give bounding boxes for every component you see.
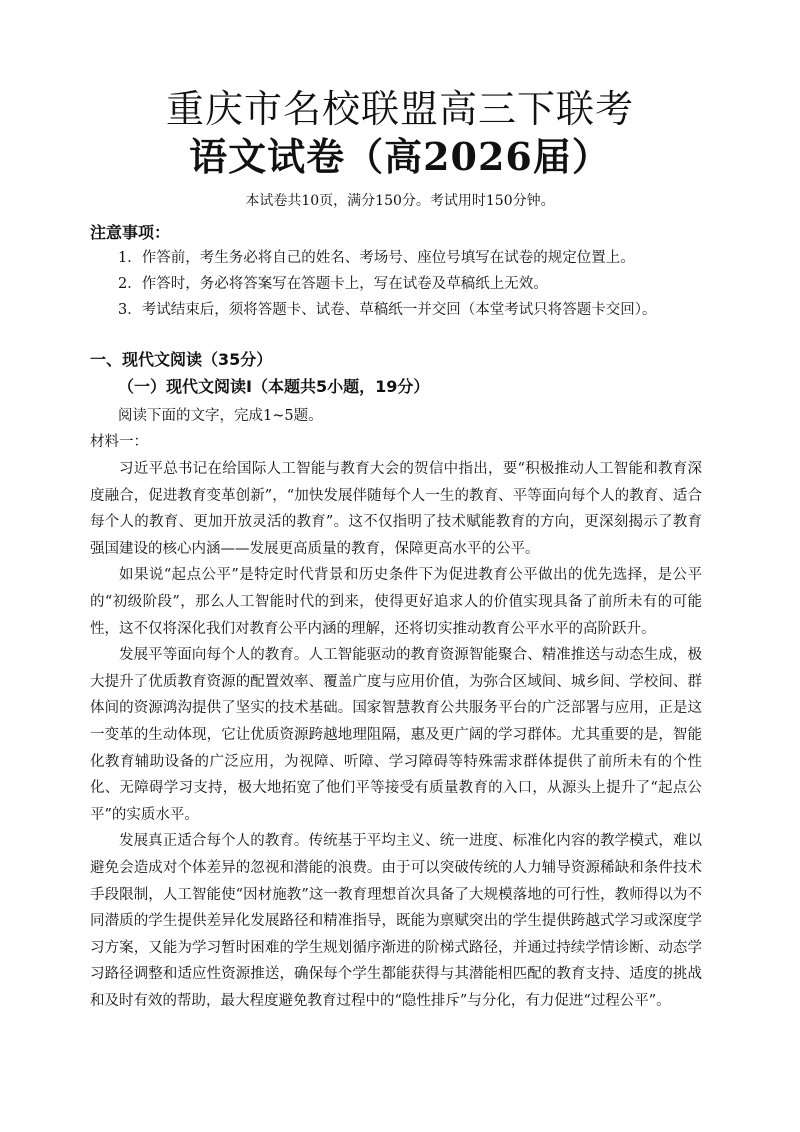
notice-item: 2．作答时，务必将答案写在答题卡上，写在试卷及草稿纸上无效。 [118, 276, 548, 292]
section-heading: 一、现代文阅读（35分） [90, 350, 273, 369]
notice-heading: 注意事项： [90, 223, 171, 242]
paragraph: 习近平总书记在给国际人工智能与教育大会的贺信中指出，要“积极推动人工智能和教育深度融合，促进教育变革创新”，“加快发展伴随每个人一生的教育、平等面向每个人的教育、适合每个人的教育、更加开放灵活的教育”。这不仅指明了技术赋能教育的方向，更深刻揭示了教育强国建设的核心内涵——发展更高质量的教育，保障更高水平的公平。 [90, 461, 702, 557]
reading-instruction: 阅读下面的文字，完成1~5题。 [118, 408, 323, 424]
paragraph: 发展真正适合每个人的教育。传统基于平均主义、统一进度、标准化内容的教学模式，难以避免会造成对个体差异的忽视和潜能的浪费。由于可以突破传统的人力辅导资源稀缺和条件技术手段限制，人工智能使“因材施教”这一教育理想首次具备了大规模落地的可行性，教师得以为不同潜质的学生提供差异化发展路径和精准指导，既能为禀赋突出的学生提供跨越式学习或深度学习方案，又能为学习暂时困难的学生规划循序渐进的阶梯式路径，并通过持续学情诊断、动态学习路径调整和适应性资源推送，确保每个学生都能获得与其潜能相匹配的教育支持、适度的挑战和及时有效的帮助，最大程度避免教育过程中的“隐性排斥”与分化，有力促进“过程公平”。 [90, 833, 702, 1009]
material-label: 材料一： [90, 434, 148, 450]
paragraph: 如果说“起点公平”是特定时代背景和历史条件下为促进教育公平做出的优先选择，是公平的“初级阶段”，那么人工智能时代的到来，使得更好追求人的价值实现具备了前所未有的可能性，这不仅将深化我们对教育公平内涵的理解，还将切实推动教育公平水平的高阶跃升。 [90, 567, 702, 637]
exam-subject-title: 语文试卷（高2026届） [189, 134, 611, 179]
paragraph: 发展平等面向每个人的教育。人工智能驱动的教育资源智能聚合、精准推送与动态生成，极大提升了优质教育资源的配置效率、覆盖广度与应用价值，为弥合区域间、城乡间、学校间、群体间的资源鸿沟提供了坚实的技术基础。国家智慧教育公共服务平台的广泛部署与应用，正是这一变革的生动体现，它让优质资源跨越地理阻隔，惠及更广阔的学习群体。尤其重要的是，智能化教育辅助设备的广泛应用，为视障、听障、学习障碍等特殊需求群体提供了前所未有的个性化、无障碍学习支持，极大地拓宽了他们平等接受有质量教育的入口，从源头上提升了“起点公平”的实质水平。 [90, 647, 702, 823]
material-text [90, 456, 702, 1014]
exam-title: 重庆市名校联盟高三下联考 [165, 87, 634, 131]
exam-info: 本试卷共10页，满分150分。考试用时150分钟。 [245, 193, 555, 209]
notice-item: 1．作答前，考生务必将自己的姓名、考场号、座位号填写在试卷的规定位置上。 [118, 250, 635, 266]
subsection-heading: （一）现代文阅读Ⅰ（本题共5小题，19分） [118, 377, 430, 396]
notice-item: 3．考试结束后，须将答题卡、试卷、草稿纸一并交回（本堂考试只将答题卡交回）。 [118, 302, 657, 318]
